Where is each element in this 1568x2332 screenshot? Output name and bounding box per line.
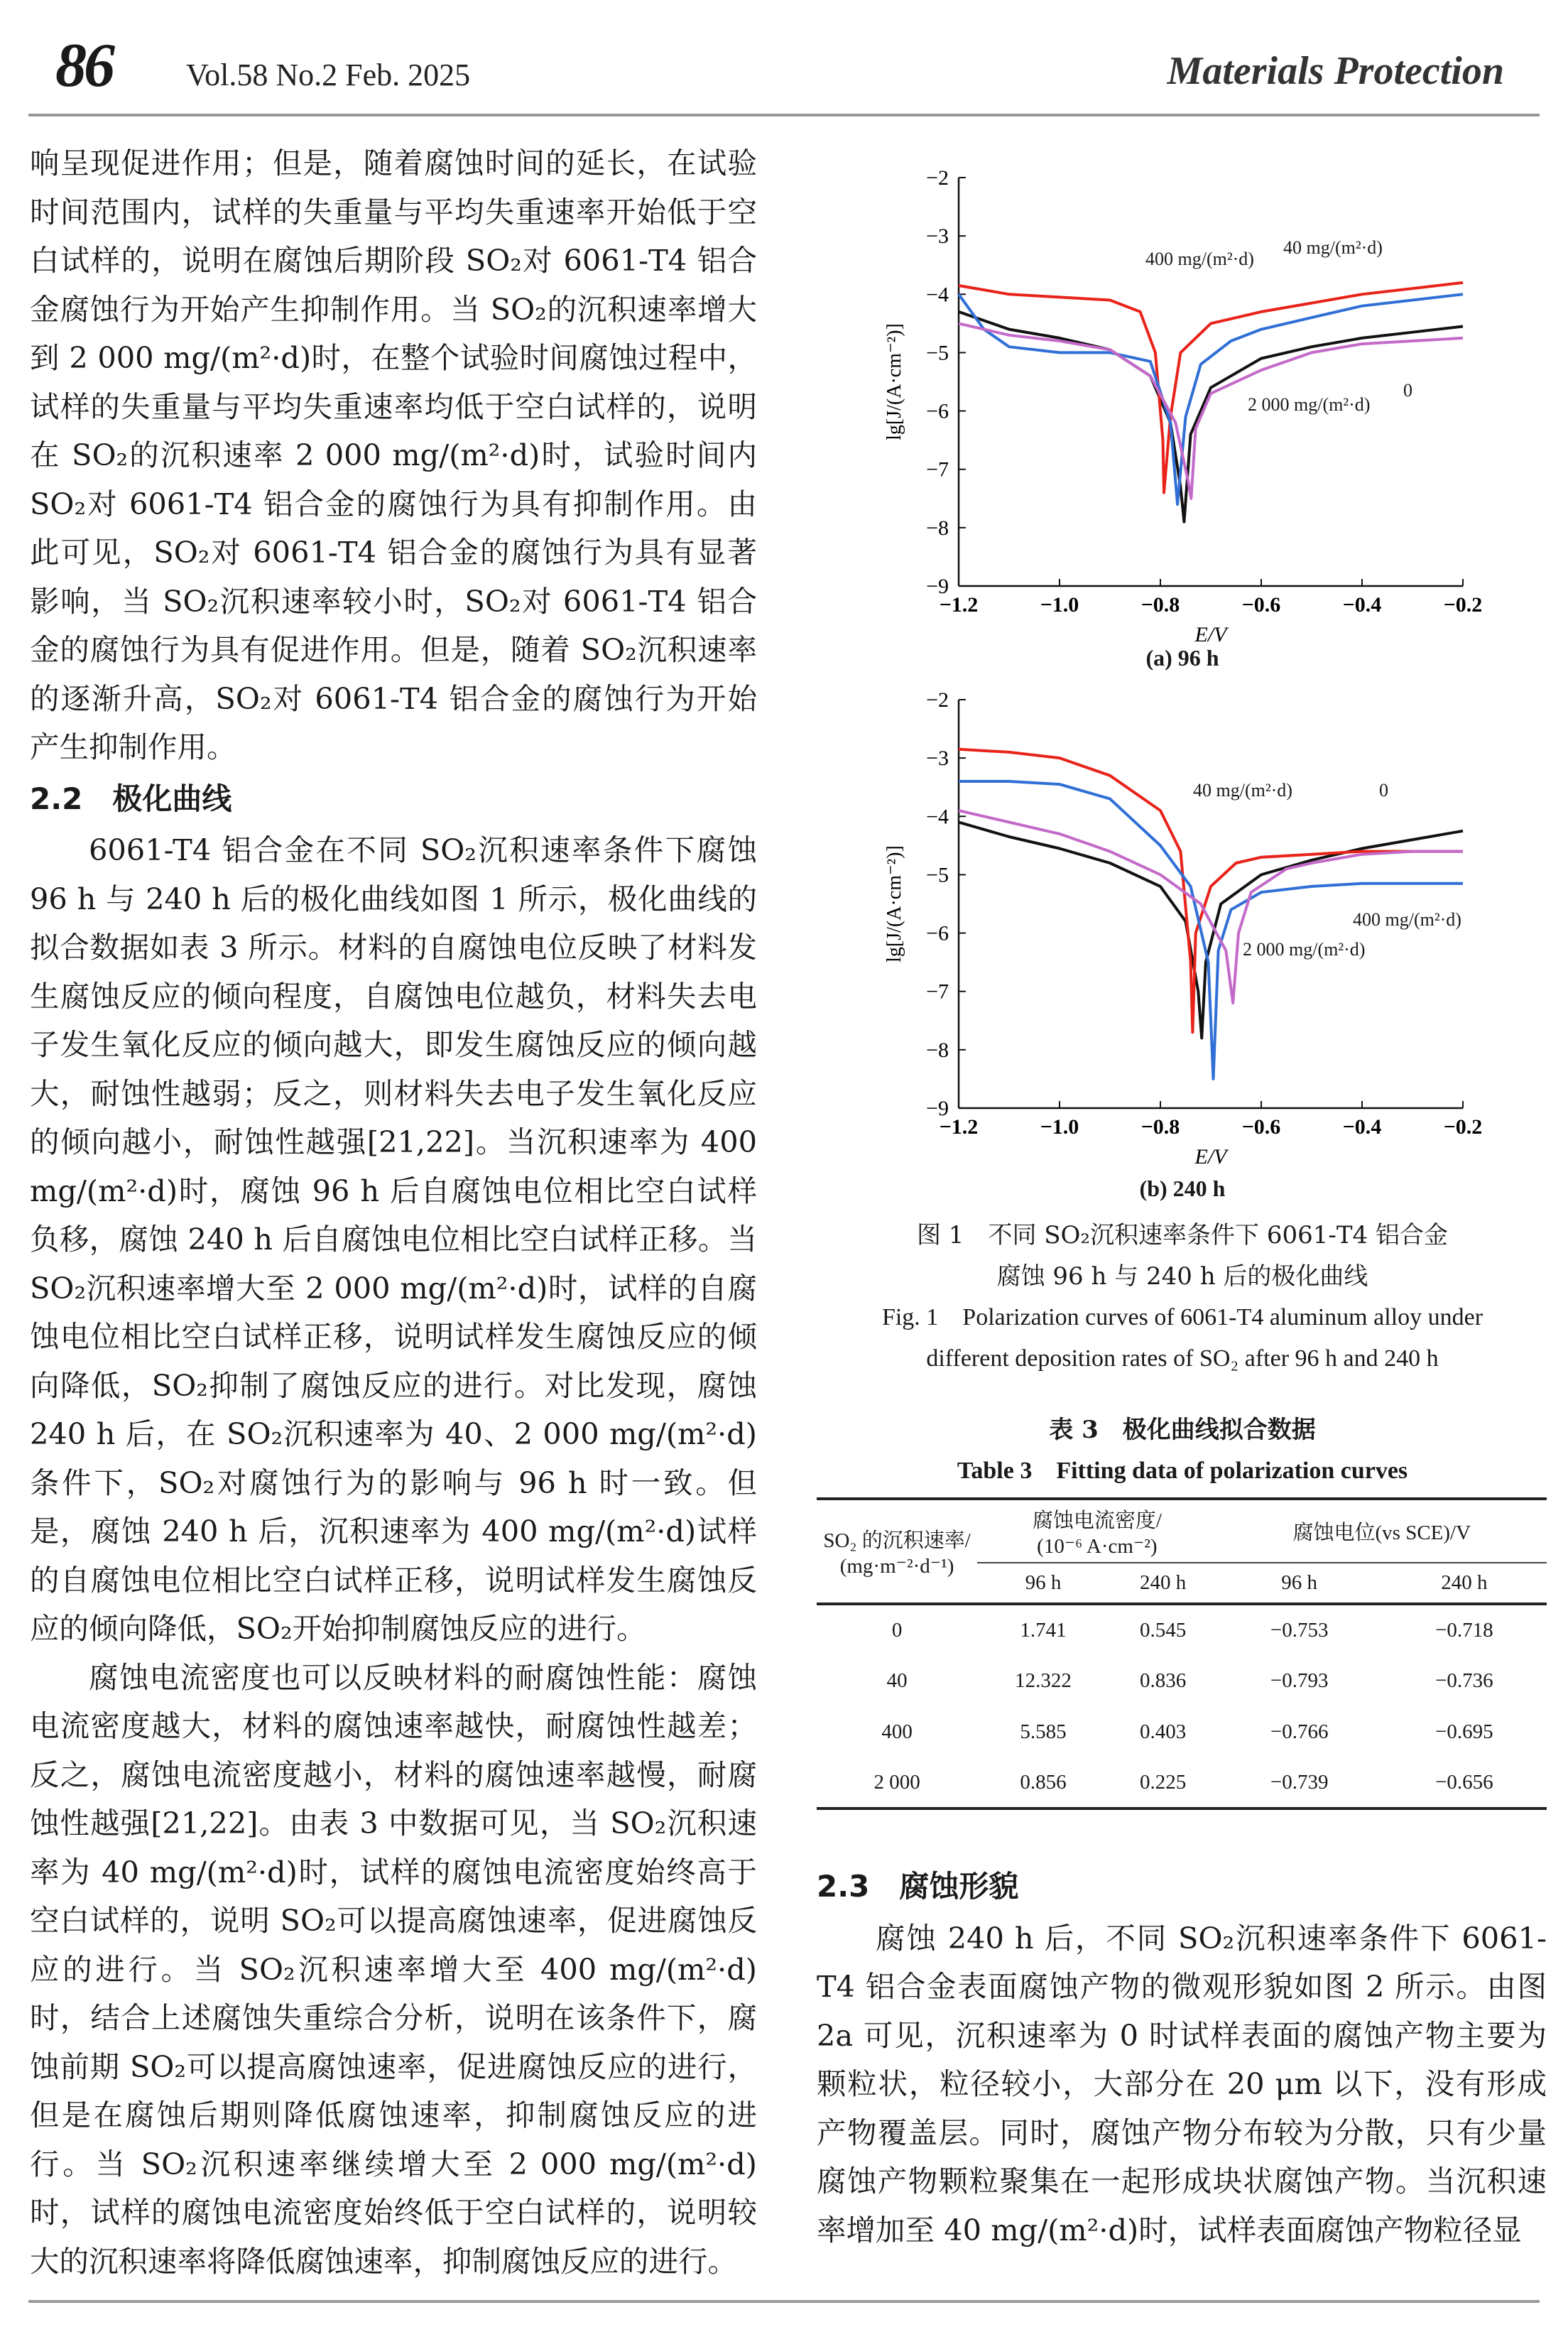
label-a-2000: 2 000 mg/(m²·d)	[1248, 394, 1371, 415]
table-title-en: Table 3 Fitting data of polarization curves	[957, 1458, 1408, 1484]
th-icorr-96h: 96 h	[1025, 1571, 1062, 1594]
fitting-data-table	[817, 1497, 1547, 1810]
y-tick-label: −7	[926, 457, 949, 482]
polarization-chart-240h	[817, 678, 1548, 1218]
cell: −0.736	[1435, 1669, 1493, 1692]
table-row	[817, 1757, 1547, 1808]
series-line-2000mgmd	[959, 810, 1463, 1003]
table-row	[817, 1604, 1547, 1655]
y-tick-label: −8	[926, 1038, 949, 1062]
table-title-cn: 表 3 极化曲线拟合数据	[1049, 1416, 1316, 1444]
paragraph-4: 腐蚀 240 h 后，不同 SO₂沉积速率条件下 6061-T4 铝合金表面腐蚀产物的微观形貌如图 2 所示。由图 2a 可见，沉积速率为 0 时试样表面的腐蚀产物主要为颗粒状，粒径较小，大部分在 20 μm 以下，没有形成产物覆盖层。同时，腐蚀产物分布较为分散，只有少量腐蚀产物颗粒聚集在一起形成块状腐蚀产物。当沉积速率增加至 40 mg/(m²·d)时，试样表面腐蚀产物粒径显	[817, 1920, 1547, 2247]
x-tick-label: −1.2	[939, 593, 979, 617]
header-rule	[28, 114, 1540, 116]
panel-b-label: (b) 240 h	[1139, 1176, 1226, 1201]
th-ecorr: 腐蚀电位(vs SCE)/V	[1217, 1499, 1547, 1563]
y-tick-label: −5	[926, 863, 949, 887]
caption-en-line1: Fig. 1 Polarization curves of 6061-T4 aluminum alloy under	[881, 1304, 1483, 1330]
label-b-40: 40 mg/(m²·d)	[1193, 780, 1292, 801]
y-tick-label: −2	[926, 688, 949, 712]
x-tick-label: −0.4	[1342, 593, 1382, 617]
x-tick-label: −0.6	[1241, 593, 1281, 617]
right-column-text	[817, 1860, 1547, 2255]
polarization-chart-96h	[817, 156, 1548, 696]
y-tick-label: −6	[926, 921, 949, 945]
table-row	[817, 1706, 1547, 1757]
y-tick-label: −7	[926, 980, 949, 1004]
th-rate-label: SO₂ 的沉积速率/	[823, 1529, 971, 1552]
cell: −0.718	[1435, 1618, 1493, 1642]
cell: 1.741	[1020, 1618, 1067, 1642]
x-axis-label: E/V	[1194, 1145, 1227, 1168]
x-tick-label: −0.8	[1140, 593, 1180, 617]
th-icorr-240h: 240 h	[1140, 1571, 1187, 1594]
x-axis-label: E/V	[1194, 623, 1227, 646]
y-tick-label: −9	[926, 1097, 949, 1120]
cell: −0.766	[1270, 1720, 1329, 1743]
figure-caption	[824, 1215, 1541, 1379]
cell: 0	[891, 1618, 903, 1642]
x-tick-label: −0.6	[1241, 1115, 1281, 1139]
x-tick-label: −1.0	[1040, 1115, 1079, 1139]
page-header	[0, 0, 1568, 124]
y-tick-label: −2	[926, 166, 949, 190]
label-b-0: 0	[1379, 780, 1388, 801]
y-tick-label: −3	[926, 224, 949, 249]
cell: 40	[886, 1669, 908, 1692]
y-tick-label: −4	[926, 805, 949, 829]
label-b-400: 400 mg/(m²·d)	[1353, 909, 1461, 930]
paragraph-2: 6061-T4 铝合金在不同 SO₂沉积速率条件下腐蚀 96 h 与 240 h 后的极化曲线如图 1 所示，极化曲线的拟合数据如表 3 所示。材料的自腐蚀电位反映了材料发生腐蚀反应的倾向程度，自腐蚀电位越负，材料失去电子发生氧化反应的倾向越大，即发生腐蚀反应的倾向越大，耐蚀性越弱；反之，则材料失去电子发生氧化反应的倾向越小，耐蚀性越强[21,22]。当沉积速率为 400 mg/(m²·d)时，腐蚀 96 h 后自腐蚀电位相比空白试样负移，腐蚀 240 h 后自腐蚀电位相比空白试样正移。当 SO₂沉积速率增大至 2 000 mg/(m²·d)时，试样的自腐蚀电位相比空白试样正移，说明试样发生腐蚀反应的倾向降低，SO₂抑制了腐蚀反应的进行。对比发现，腐蚀 240 h 后，在 SO₂沉积速率为 40、2 000 mg/(m²·d)条件下，SO₂对腐蚀行为的影响与 96 h 时一致。但是，腐蚀 240 h 后，沉积速率为 400 mg/(m²·d)试样的自腐蚀电位相比空白试样正移，说明试样发生腐蚀反应的倾向降低，SO₂开始抑制腐蚀反应的进行。	[30, 833, 757, 1646]
y-tick-label: −5	[926, 341, 949, 365]
y-tick-label: −4	[926, 283, 949, 307]
cell: −0.656	[1435, 1770, 1493, 1794]
section-heading-2-2: 2.2 极化曲线	[30, 781, 232, 816]
y-tick-label: −3	[926, 747, 949, 771]
cell: −0.753	[1270, 1618, 1329, 1642]
footer-rule	[28, 2300, 1540, 2303]
cell: −0.695	[1435, 1720, 1493, 1743]
section-heading-2-3: 2.3 腐蚀形貌	[817, 1869, 1019, 1904]
cell: 0.225	[1140, 1770, 1187, 1794]
label-b-2000: 2 000 mg/(m²·d)	[1243, 939, 1366, 960]
label-a-40: 40 mg/(m²·d)	[1283, 237, 1383, 258]
x-tick-label: −0.2	[1443, 1115, 1483, 1139]
cell: 0.856	[1020, 1770, 1067, 1794]
cell: −0.793	[1270, 1669, 1329, 1692]
paragraph-3: 腐蚀电流密度也可以反映材料的耐腐蚀性能：腐蚀电流密度越大，材料的腐蚀速率越快，耐腐蚀性越差；反之，腐蚀电流密度越小，材料的腐蚀速率越慢，耐腐蚀性越强[21,22]。由表 3 中数据可见，当 SO₂沉积速率为 40 mg/(m²·d)时，试样的腐蚀电流密度始终高于空白试样的，说明 SO₂可以提高腐蚀速率，促进腐蚀反应的进行。当 SO₂沉积速率增大至 400 mg/(m²·d)时，结合上述腐蚀失重综合分析，说明在该条件下，腐蚀前期 SO₂可以提高腐蚀速率，促进腐蚀反应的进行，但是在腐蚀后期则降低腐蚀速率，抑制腐蚀反应的进行。当 SO₂沉积速率继续增大至 2 000 mg/(m²·d)时，试样的腐蚀电流密度始终低于空白试样的，说明较大的沉积速率将降低腐蚀速率，抑制腐蚀反应的进行。	[30, 1659, 757, 2279]
x-tick-label: −0.8	[1140, 1115, 1180, 1139]
y-tick-label: −6	[926, 399, 949, 423]
paragraph-1: 响呈现促进作用；但是，随着腐蚀时间的延长，在试验时间范围内，试样的失重量与平均失重速率开始低于空白试样的，说明在腐蚀后期阶段 SO₂对 6061-T4 铝合金腐蚀行为开始产生抑制作用。当 SO₂的沉积速率增大到 2 000 mg/(m²·d)时，在整个试验时间腐蚀过程中，试样的失重量与平均失重速率均低于空白试样的，说明在 SO₂的沉积速率 2 000 mg/(m²·d)时，试验时间内 SO₂对 6061-T4 铝合金的腐蚀行为具有抑制作用。由此可见，SO₂对 6061-T4 铝合金的腐蚀行为具有显著影响，当 SO₂沉积速率较小时，SO₂对 6061-T4 铝合金的腐蚀行为具有促进作用。但是，随着 SO₂沉积速率的逐渐升高，SO₂对 6061-T4 铝合金的腐蚀行为开始产生抑制作用。	[30, 146, 757, 764]
x-tick-label: −0.2	[1443, 593, 1483, 617]
x-tick-label: −0.4	[1342, 1115, 1382, 1139]
th-rate-unit: (mg·m⁻²·d⁻¹)	[839, 1555, 954, 1578]
journal-title: Materials Protection	[1167, 49, 1504, 93]
th-ecorr-96h: 96 h	[1281, 1571, 1318, 1594]
label-a-400: 400 mg/(m²·d)	[1145, 249, 1254, 269]
label-a-0: 0	[1403, 380, 1412, 401]
y-tick-label: −8	[926, 516, 949, 540]
series-line-400mgmd	[959, 294, 1463, 504]
th-icorr-unit: (10⁻⁶ A·cm⁻²)	[1037, 1534, 1158, 1558]
panel-a-label: (a) 96 h	[1145, 645, 1219, 671]
y-axis-label: lg[J/(A·cm⁻²)]	[883, 845, 905, 962]
cell: 0.836	[1140, 1669, 1187, 1692]
caption-cn-line2: 腐蚀 96 h 与 240 h 后的极化曲线	[996, 1262, 1368, 1291]
y-axis-label: lg[J/(A·cm⁻²)]	[883, 323, 905, 440]
cell: 5.585	[1020, 1720, 1067, 1743]
table-row	[817, 1655, 1547, 1706]
volume-issue: Vol.58 No.2 Feb. 2025	[186, 58, 471, 92]
th-icorr-label: 腐蚀电流密度/	[1032, 1509, 1162, 1532]
cell: 400	[881, 1720, 913, 1743]
th-icorr	[977, 1499, 1216, 1563]
caption-en-line2: different deposition rates of SO₂ after 96 h and 240 h	[926, 1345, 1439, 1372]
x-tick-label: −1.0	[1040, 593, 1079, 617]
th-rate	[817, 1499, 977, 1604]
cell: 0.545	[1140, 1618, 1187, 1642]
cell: 2 000	[873, 1770, 920, 1794]
cell: 12.322	[1015, 1669, 1072, 1692]
x-tick-label: −1.2	[939, 1115, 979, 1139]
left-column	[30, 139, 757, 2286]
cell: 0.403	[1140, 1720, 1187, 1743]
page-number: 86	[55, 31, 112, 100]
cell: −0.739	[1270, 1770, 1329, 1794]
caption-cn-line1: 图 1 不同 SO₂沉积速率条件下 6061-T4 铝合金	[917, 1221, 1448, 1249]
th-ecorr-240h: 240 h	[1441, 1571, 1488, 1594]
y-tick-label: −9	[926, 575, 949, 598]
